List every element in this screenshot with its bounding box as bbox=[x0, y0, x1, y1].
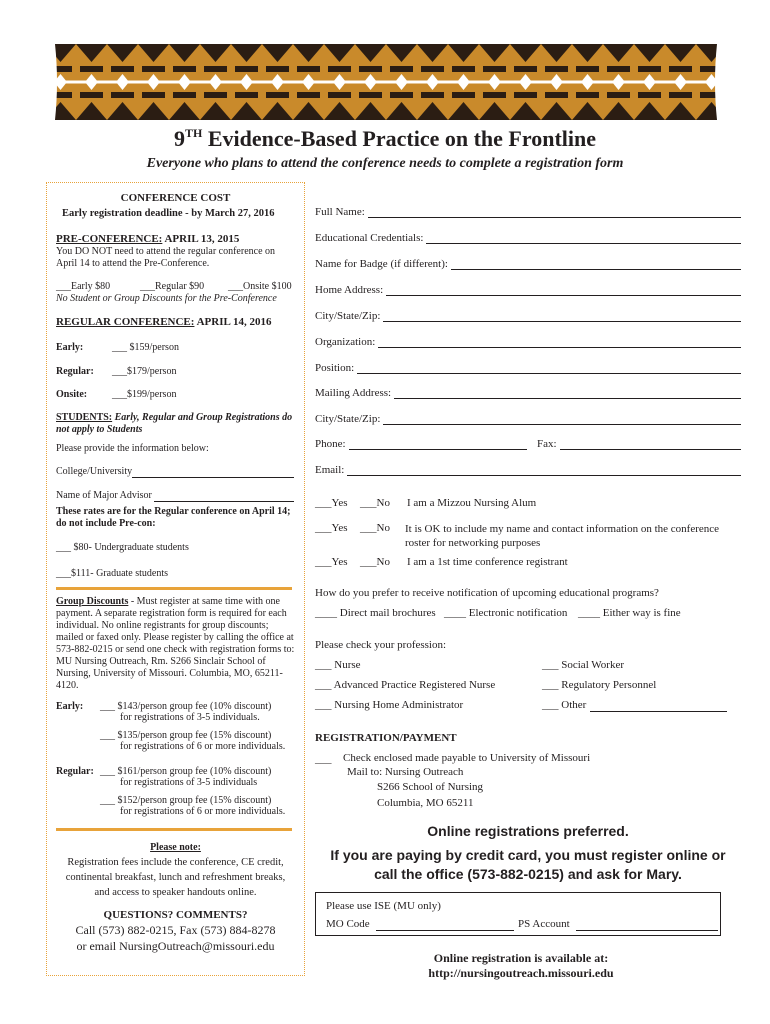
group-regular-label: Regular: bbox=[56, 766, 94, 777]
notification-question: How do you prefer to receive notification of upcoming educational programs? bbox=[315, 587, 659, 599]
first-time-yes[interactable]: ___Yes bbox=[315, 556, 348, 568]
advisor-field[interactable]: Name of Major Advisor bbox=[56, 490, 294, 502]
roster-yes[interactable]: ___Yes bbox=[315, 522, 348, 534]
group-regular-option-1[interactable]: ___ $161/person group fee (10% discount) bbox=[100, 766, 272, 777]
page-title: 9TH Evidence-Based Practice on the Frontline bbox=[173, 126, 597, 151]
regular-price-option[interactable]: ___$179/person bbox=[112, 366, 177, 377]
alum-yes[interactable]: ___Yes bbox=[315, 497, 348, 509]
phone-field[interactable]: Phone: bbox=[315, 438, 527, 450]
home-address-field[interactable]: Home Address: bbox=[315, 284, 741, 296]
notify-direct-mail[interactable]: ____ Direct mail brochures bbox=[315, 607, 436, 619]
group-early-label: Early: bbox=[56, 701, 84, 712]
divider bbox=[56, 587, 292, 590]
full-name-field[interactable]: Full Name: bbox=[315, 206, 741, 218]
pre-onsite-option[interactable]: ___Onsite $100 bbox=[228, 281, 292, 292]
pre-conference-note: You DO NOT need to attend the regular conference on April 14 to attend the Pre-Conference. bbox=[56, 246, 276, 269]
pre-regular-option[interactable]: ___Regular $90 bbox=[140, 281, 205, 292]
pre-conference-heading: PRE-CONFERENCE: APRIL 13, 2015 bbox=[56, 233, 240, 245]
profession-question: Please check your profession: bbox=[315, 639, 447, 651]
grad-option[interactable]: ___$111- Graduate students bbox=[56, 568, 169, 579]
please-note-text: Registration fees include the conference, CE credit, continental breakfast, lunch and refreshment breaks, and access to speaker handouts online. bbox=[65, 857, 286, 898]
email-field[interactable]: Email: bbox=[315, 464, 741, 476]
questions-email[interactable]: or email NursingOutreach@missouri.edu bbox=[76, 939, 275, 953]
position-field[interactable]: Position: bbox=[315, 362, 741, 374]
early-label: Early: bbox=[56, 342, 84, 353]
questions-heading: QUESTIONS? COMMENTS? bbox=[103, 909, 248, 921]
students-note: STUDENTS: Early, Regular and Group Registrations do not apply to Students bbox=[56, 412, 293, 435]
pre-no-discount: No Student or Group Discounts for the Pre-Conference bbox=[56, 293, 277, 304]
mailing-city-state-zip-field[interactable]: City/State/Zip: bbox=[315, 413, 741, 425]
cost-heading: CONFERENCE COST bbox=[120, 192, 231, 204]
group-early-desc-2: for registrations of 6 or more individuals. bbox=[120, 741, 286, 752]
notify-either[interactable]: ____ Either way is fine bbox=[578, 607, 681, 619]
roster-no[interactable]: ___No bbox=[360, 522, 390, 534]
rates-note: These rates are for the Regular conference on April 14; do not include Pre-con: bbox=[56, 506, 291, 529]
provide-info: Please provide the information below: bbox=[56, 443, 209, 454]
group-regular-desc-2: for registrations of 6 or more individuals. bbox=[120, 806, 286, 817]
organization-field[interactable]: Organization: bbox=[315, 336, 741, 348]
profession-other[interactable]: ___ Other bbox=[542, 699, 727, 712]
payment-heading: REGISTRATION/PAYMENT bbox=[315, 732, 457, 744]
ise-note: Please use ISE (MU only) bbox=[326, 900, 441, 912]
group-discounts-text: Group Discounts - Must register at same time with one payment. A separate registration form is required for each individual. No online registrants for group discounts; mailed or faxed only. Please register by calling the office at 573-882-0215 or send one check with registration forms to: MU Nursing Outreach, Rm. S266 Sinclair School of Nursing, University of Missouri. Columbia, MO, 65211-4120. bbox=[56, 596, 295, 691]
regular-conference-heading: REGULAR CONFERENCE: APRIL 14, 2016 bbox=[56, 316, 272, 328]
group-regular-option-2[interactable]: ___ $152/person group fee (15% discount) bbox=[100, 795, 272, 806]
notify-electronic[interactable]: ____ Electronic notification bbox=[444, 607, 568, 619]
alum-no[interactable]: ___No bbox=[360, 497, 390, 509]
group-early-desc-1: for registrations of 3-5 individuals. bbox=[120, 712, 260, 723]
group-early-option-2[interactable]: ___ $135/person group fee (15% discount) bbox=[100, 730, 272, 741]
decorative-banner bbox=[45, 44, 727, 120]
mail-line-2: S266 School of Nursing bbox=[377, 781, 484, 793]
profession-regulatory[interactable]: ___ Regulatory Personnel bbox=[542, 679, 657, 691]
profession-nurse[interactable]: ___ Nurse bbox=[315, 659, 361, 671]
please-note-heading: Please note: bbox=[150, 842, 201, 853]
roster-question: It is OK to include my name and contact information on the conference roster for networking purposes bbox=[405, 523, 720, 549]
group-regular-desc-1: for registrations of 3-5 individuals bbox=[120, 777, 258, 788]
fax-field[interactable]: Fax: bbox=[537, 438, 741, 450]
check-text: Check enclosed made payable to University of Missouri bbox=[343, 752, 591, 764]
page-subtitle: Everyone who plans to attend the conference needs to complete a registration form bbox=[146, 156, 624, 171]
first-time-question: I am a 1st time conference registrant bbox=[407, 556, 568, 568]
mail-line-3: Columbia, MO 65211 bbox=[377, 797, 474, 809]
regular-label: Regular: bbox=[56, 366, 94, 377]
early-price-option[interactable]: ___ $159/person bbox=[112, 342, 179, 353]
early-deadline: Early registration deadline - by March 27, 2016 bbox=[62, 208, 275, 219]
onsite-price-option[interactable]: ___$199/person bbox=[112, 389, 177, 400]
city-state-zip-field[interactable]: City/State/Zip: bbox=[315, 310, 741, 322]
profession-nha[interactable]: ___ Nursing Home Administrator bbox=[315, 699, 464, 711]
first-time-no[interactable]: ___No bbox=[360, 556, 390, 568]
pre-early-option[interactable]: ___Early $80 bbox=[56, 281, 111, 292]
mailing-address-field[interactable]: Mailing Address: bbox=[315, 387, 741, 399]
questions-phone: Call (573) 882-0215, Fax (573) 884-8278 bbox=[75, 923, 276, 937]
mo-code-field[interactable]: MO Code bbox=[326, 918, 514, 931]
alum-question: I am a Mizzou Nursing Alum bbox=[407, 497, 537, 509]
credit-card-note: If you are paying by credit card, you must register online or call the office (573-882-0215) and ask for Mary. bbox=[330, 847, 726, 882]
profession-social-worker[interactable]: ___ Social Worker bbox=[542, 659, 625, 671]
group-early-option-1[interactable]: ___ $143/person group fee (10% discount) bbox=[100, 701, 272, 712]
online-preferred: Online registrations preferred. bbox=[427, 823, 629, 839]
online-available: Online registration is available at: bbox=[433, 951, 609, 965]
undergrad-option[interactable]: ___ $80- Undergraduate students bbox=[56, 542, 189, 553]
college-field[interactable]: College/University bbox=[56, 466, 294, 478]
online-url-link[interactable]: http://nursingoutreach.missouri.edu bbox=[428, 966, 614, 980]
profession-aprn[interactable]: ___ Advanced Practice Registered Nurse bbox=[315, 679, 496, 691]
badge-name-field[interactable]: Name for Badge (if different): bbox=[315, 258, 741, 270]
ps-account-field[interactable]: PS Account bbox=[518, 918, 718, 931]
check-blank[interactable]: ___ bbox=[315, 753, 332, 765]
credentials-field[interactable]: Educational Credentials: bbox=[315, 232, 741, 244]
divider bbox=[56, 828, 292, 831]
onsite-label: Onsite: bbox=[56, 389, 88, 400]
mail-to: Mail to: Nursing Outreach bbox=[347, 766, 464, 778]
